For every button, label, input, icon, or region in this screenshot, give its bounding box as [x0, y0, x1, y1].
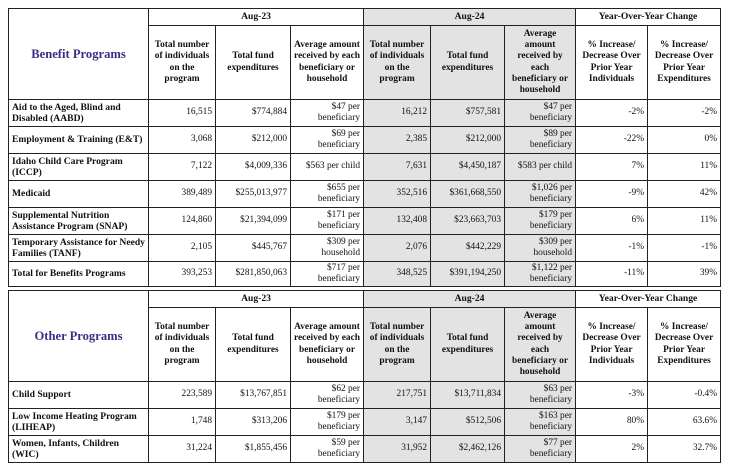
cell-individuals: 2,105	[149, 235, 216, 262]
cell-individuals: 16,212	[364, 100, 431, 127]
cell-pct-individuals: 2%	[576, 436, 648, 463]
cell-individuals: 2,076	[364, 235, 431, 262]
cell-pct-expenditures: 32.7%	[648, 436, 721, 463]
cell-pct-individuals: -1%	[576, 235, 648, 262]
cell-expenditures: $281,850,063	[216, 262, 291, 287]
col-individuals: Total number of individuals on the program	[364, 26, 431, 100]
cell-expenditures: $4,450,187	[431, 154, 505, 181]
cell-average: $717 per beneficiary	[291, 262, 364, 287]
cell-expenditures: $445,767	[216, 235, 291, 262]
cell-pct-expenditures: 63.6%	[648, 409, 721, 436]
period-header-a: Aug-23	[149, 9, 364, 26]
cell-expenditures: $774,884	[216, 100, 291, 127]
cell-average: $63 per beneficiary	[505, 382, 576, 409]
cell-pct-individuals: 7%	[576, 154, 648, 181]
cell-individuals: 7,631	[364, 154, 431, 181]
col-pct-individuals: % Increase/ Decrease Over Prior Year Individuals	[576, 308, 648, 382]
cell-expenditures: $361,668,550	[431, 181, 505, 208]
cell-individuals: 1,748	[149, 409, 216, 436]
period-header-a: Aug-23	[149, 291, 364, 308]
table-row	[9, 262, 721, 287]
cell-individuals: 352,516	[364, 181, 431, 208]
col-expenditures: Total fund expenditures	[431, 26, 505, 100]
cell-individuals: 3,147	[364, 409, 431, 436]
cell-expenditures: $1,855,456	[216, 436, 291, 463]
cell-expenditures: $13,711,834	[431, 382, 505, 409]
benefit-table-body	[9, 100, 721, 287]
cell-average: $1,122 per beneficiary	[505, 262, 576, 287]
program-name: Temporary Assistance for Needy Families (TANF)	[9, 235, 149, 262]
col-individuals: Total number of individuals on the program	[364, 308, 431, 382]
program-name: Child Support	[9, 382, 149, 409]
table-row	[9, 127, 721, 154]
cell-individuals: 223,589	[149, 382, 216, 409]
col-expenditures: Total fund expenditures	[216, 308, 291, 382]
program-name: Idaho Child Care Program (ICCP)	[9, 154, 149, 181]
cell-individuals: 2,385	[364, 127, 431, 154]
program-name: Supplemental Nutrition Assistance Program (SNAP)	[9, 208, 149, 235]
table-row	[9, 235, 721, 262]
cell-expenditures: $212,000	[431, 127, 505, 154]
benefit-programs-table	[8, 8, 721, 287]
cell-pct-expenditures: 42%	[648, 181, 721, 208]
cell-average: $583 per child	[505, 154, 576, 181]
cell-average: $309 per household	[505, 235, 576, 262]
other-programs-table	[8, 290, 721, 463]
cell-pct-individuals: -2%	[576, 100, 648, 127]
cell-individuals: 124,860	[149, 208, 216, 235]
table-row	[9, 436, 721, 463]
period-header-b: Aug-24	[364, 291, 576, 308]
col-average: Average amount received by each beneficiary or household	[291, 308, 364, 382]
cell-pct-expenditures: 11%	[648, 208, 721, 235]
yoy-header: Year-Over-Year Change	[576, 291, 721, 308]
cell-average: $47 per beneficiary	[505, 100, 576, 127]
cell-expenditures: $13,767,851	[216, 382, 291, 409]
cell-pct-individuals: 6%	[576, 208, 648, 235]
cell-expenditures: $23,663,703	[431, 208, 505, 235]
cell-expenditures: $313,206	[216, 409, 291, 436]
cell-pct-individuals: -9%	[576, 181, 648, 208]
cell-average: $69 per beneficiary	[291, 127, 364, 154]
cell-pct-expenditures: 11%	[648, 154, 721, 181]
cell-average: $563 per child	[291, 154, 364, 181]
col-expenditures: Total fund expenditures	[431, 308, 505, 382]
cell-average: $179 per beneficiary	[505, 208, 576, 235]
table-row	[9, 208, 721, 235]
cell-pct-individuals: 80%	[576, 409, 648, 436]
cell-average: $163 per beneficiary	[505, 409, 576, 436]
cell-average: $47 per beneficiary	[291, 100, 364, 127]
cell-pct-expenditures: -2%	[648, 100, 721, 127]
cell-expenditures: $391,194,250	[431, 262, 505, 287]
cell-pct-individuals: -11%	[576, 262, 648, 287]
cell-expenditures: $757,581	[431, 100, 505, 127]
col-pct-expenditures: % Increase/ Decrease Over Prior Year Expenditures	[648, 308, 721, 382]
table-row	[9, 181, 721, 208]
cell-pct-expenditures: 39%	[648, 262, 721, 287]
cell-expenditures: $255,013,977	[216, 181, 291, 208]
cell-average: $309 per household	[291, 235, 364, 262]
table-row	[9, 409, 721, 436]
table-row	[9, 382, 721, 409]
program-name: Medicaid	[9, 181, 149, 208]
cell-average: $62 per beneficiary	[291, 382, 364, 409]
col-average: Average amount received by each beneficiary or household	[505, 308, 576, 382]
table-title: Other Programs	[9, 291, 149, 382]
cell-pct-individuals: -3%	[576, 382, 648, 409]
cell-average: $89 per beneficiary	[505, 127, 576, 154]
cell-average: $77 per beneficiary	[505, 436, 576, 463]
table-row	[9, 154, 721, 181]
col-pct-expenditures: % Increase/ Decrease Over Prior Year Expenditures	[648, 26, 721, 100]
table-title: Benefit Programs	[9, 9, 149, 100]
col-expenditures: Total fund expenditures	[216, 26, 291, 100]
cell-average: $179 per beneficiary	[291, 409, 364, 436]
cell-pct-expenditures: -0.4%	[648, 382, 721, 409]
cell-individuals: 7,122	[149, 154, 216, 181]
cell-individuals: 348,525	[364, 262, 431, 287]
cell-expenditures: $2,462,126	[431, 436, 505, 463]
cell-expenditures: $442,229	[431, 235, 505, 262]
cell-expenditures: $212,000	[216, 127, 291, 154]
cell-expenditures: $512,506	[431, 409, 505, 436]
cell-pct-expenditures: 0%	[648, 127, 721, 154]
program-name: Aid to the Aged, Blind and Disabled (AABD)	[9, 100, 149, 127]
cell-individuals: 16,515	[149, 100, 216, 127]
cell-individuals: 217,751	[364, 382, 431, 409]
cell-pct-individuals: -22%	[576, 127, 648, 154]
cell-individuals: 132,408	[364, 208, 431, 235]
yoy-header: Year-Over-Year Change	[576, 9, 721, 26]
cell-average: $655 per beneficiary	[291, 181, 364, 208]
col-pct-individuals: % Increase/ Decrease Over Prior Year Individuals	[576, 26, 648, 100]
cell-individuals: 31,952	[364, 436, 431, 463]
col-individuals: Total number of individuals on the program	[149, 26, 216, 100]
program-name: Total for Benefits Programs	[9, 262, 149, 287]
cell-average: $1,026 per beneficiary	[505, 181, 576, 208]
period-header-b: Aug-24	[364, 9, 576, 26]
cell-expenditures: $21,394,099	[216, 208, 291, 235]
cell-individuals: 3,068	[149, 127, 216, 154]
program-name: Low Income Heating Program (LIHEAP)	[9, 409, 149, 436]
table-row	[9, 100, 721, 127]
col-individuals: Total number of individuals on the program	[149, 308, 216, 382]
cell-average: $171 per beneficiary	[291, 208, 364, 235]
col-average: Average amount received by each beneficiary or household	[291, 26, 364, 100]
cell-expenditures: $4,009,336	[216, 154, 291, 181]
cell-pct-expenditures: -1%	[648, 235, 721, 262]
cell-individuals: 389,489	[149, 181, 216, 208]
program-name: Employment & Training (E&T)	[9, 127, 149, 154]
other-table-body	[9, 382, 721, 463]
cell-individuals: 393,253	[149, 262, 216, 287]
program-name: Women, Infants, Children (WIC)	[9, 436, 149, 463]
col-average: Average amount received by each beneficiary or household	[505, 26, 576, 100]
cell-individuals: 31,224	[149, 436, 216, 463]
cell-average: $59 per beneficiary	[291, 436, 364, 463]
